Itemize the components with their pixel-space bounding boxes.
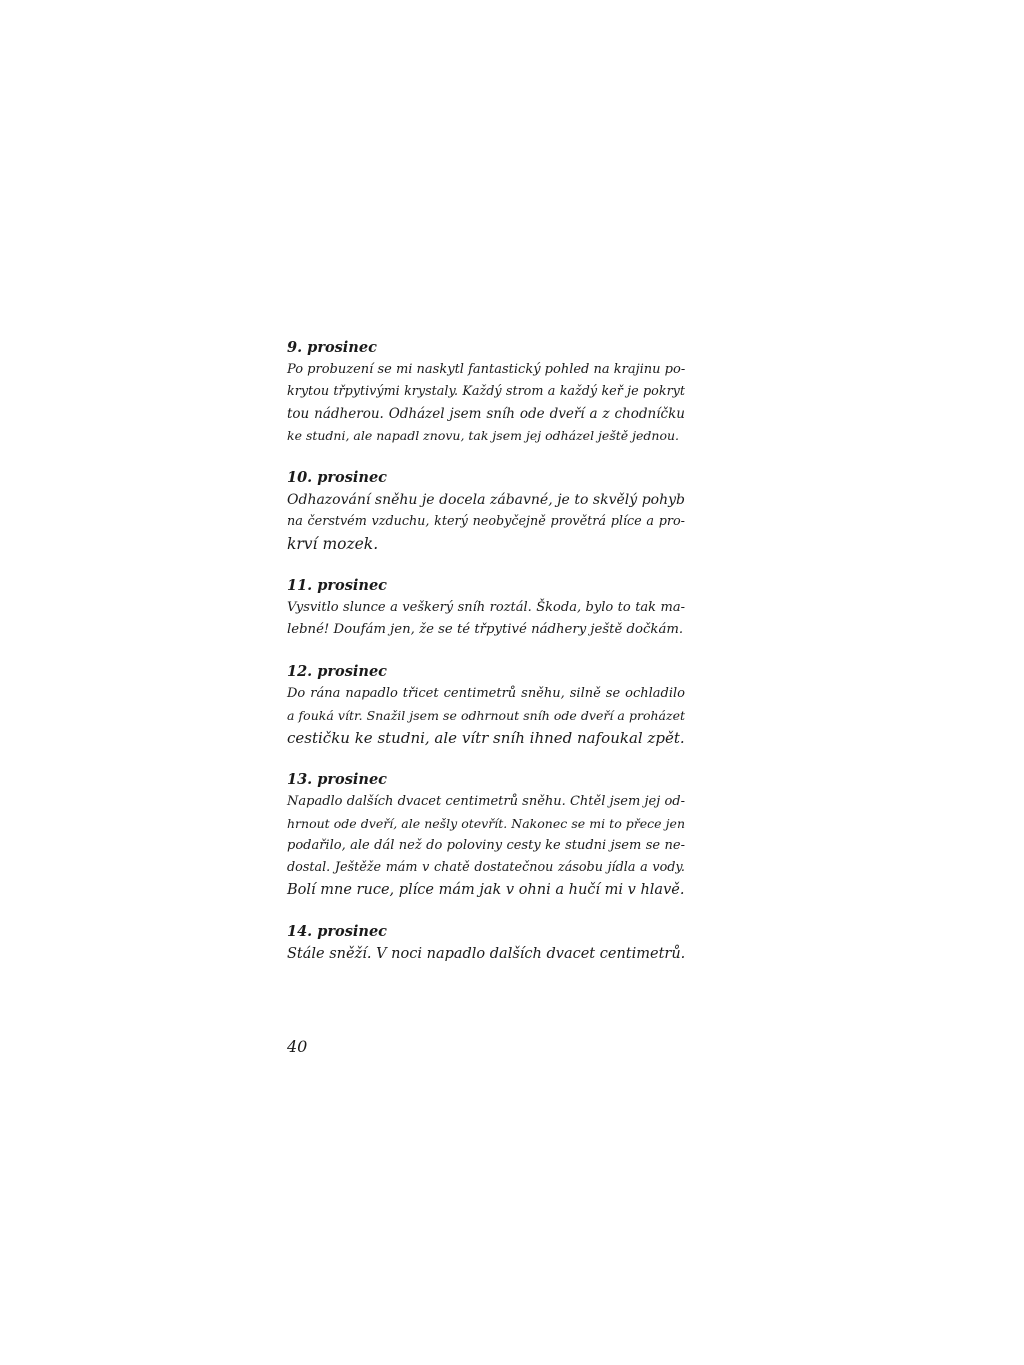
text-line: krví mozek. xyxy=(287,535,379,553)
diary-entry xyxy=(287,921,685,965)
entry-body xyxy=(287,597,685,641)
entry-body xyxy=(287,791,685,901)
entry-body xyxy=(287,359,685,447)
diary-entry xyxy=(287,769,685,901)
text-line: na čerstvém vzduchu, který neobyčejně provětrá plíce a pro- xyxy=(287,514,685,529)
diary-entry xyxy=(287,661,685,749)
entry-date: 10. prosinec xyxy=(287,469,387,486)
diary-entry xyxy=(287,337,685,447)
text-line: a fouká vítr. Snažil jsem se odhrnout sníh ode dveří a proházet xyxy=(287,708,685,723)
diary-entry xyxy=(287,575,685,641)
text-line: dostal. Ještěže mám v chatě dostatečnou zásobu jídla a vody. xyxy=(287,860,685,875)
entry-body xyxy=(287,489,685,555)
text-line: Vysvitlo slunce a veškerý sníh roztál. Škoda, bylo to tak ma- xyxy=(287,600,685,615)
text-line: cestičku ke studni, ale vítr sníh ihned nafoukal zpět. xyxy=(287,729,685,747)
text-line: podařilo, ale dál než do poloviny cesty ke studni jsem se ne- xyxy=(287,838,685,853)
entry-date: 12. prosinec xyxy=(287,663,387,680)
entry-date: 9. prosinec xyxy=(287,339,377,356)
text-line: Stále sněží. V noci napadlo dalších dvacet centimetrů. xyxy=(287,946,686,962)
text-line: lebné! Doufám jen, že se té třpytivé nádhery ještě dočkám. xyxy=(287,622,684,637)
diary-entry xyxy=(287,467,685,555)
text-line: ke studni, ale napadl znovu, tak jsem jej odházel ještě jednou. xyxy=(287,428,680,443)
entry-date: 13. prosinec xyxy=(287,771,387,788)
diary-text-block xyxy=(287,337,685,985)
entry-date: 11. prosinec xyxy=(287,577,387,594)
text-line: Do rána napadlo třicet centimetrů sněhu, silně se ochladilo xyxy=(287,686,685,701)
entry-body xyxy=(287,683,685,749)
text-line: tou nádherou. Odházel jsem sníh ode dveří a z chodníčku xyxy=(287,406,685,422)
text-line: Napadlo dalších dvacet centimetrů sněhu. Chtěl jsem jej od- xyxy=(287,794,685,809)
text-line: Odhazování sněhu je docela zábavné, je to skvělý pohyb xyxy=(287,492,685,508)
entry-date: 14. prosinec xyxy=(287,923,387,940)
page-number: 40 xyxy=(287,1037,308,1056)
text-line: Po probuzení se mi naskytl fantastický pohled na krajinu po- xyxy=(287,362,686,377)
text-line: krytou třpytivými krystaly. Každý strom a každý keř je pokryt xyxy=(287,384,685,399)
text-line: hrnout ode dveří, ale nešly otevřít. Nakonec se mi to přece jen xyxy=(287,816,685,831)
text-line: Bolí mne ruce, plíce mám jak v ohni a hučí mi v hlavě. xyxy=(287,882,685,898)
entry-body xyxy=(287,943,685,965)
